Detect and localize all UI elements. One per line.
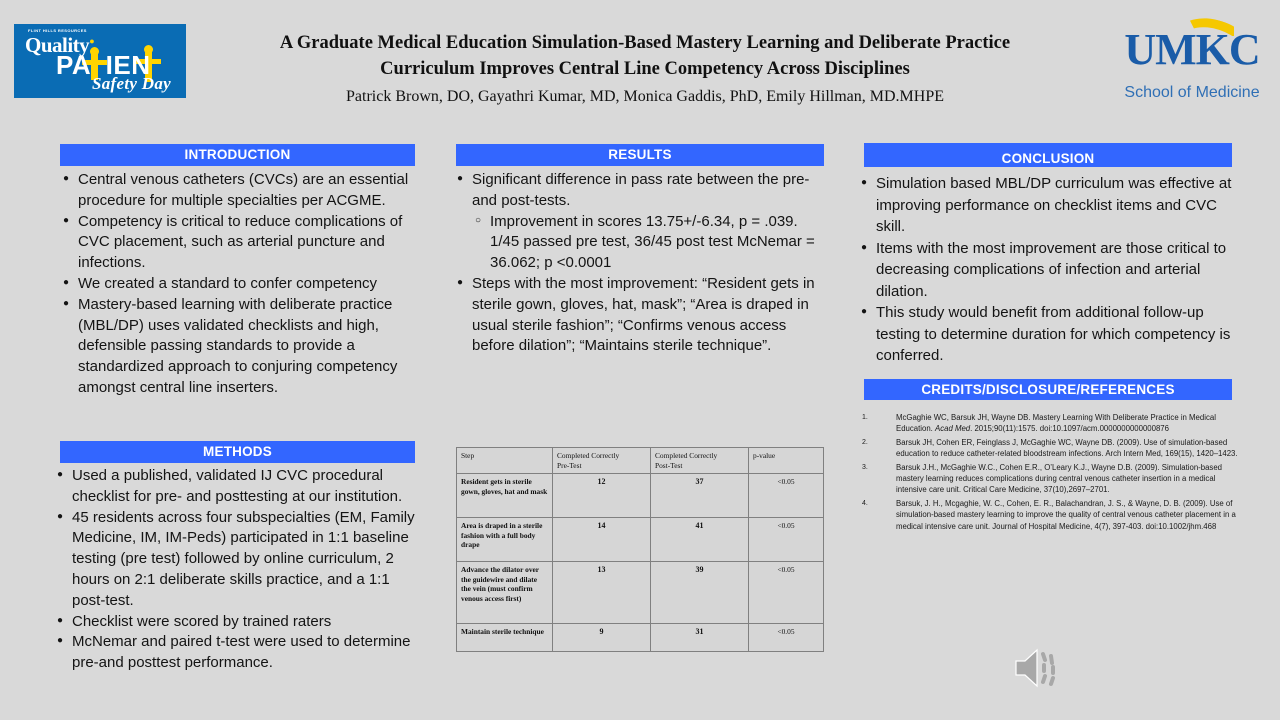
list-item: ● Significant difference in pass rate between the pre- and post-tests.	[456, 170, 824, 212]
list-item	[862, 462, 1246, 496]
section-header-introduction	[60, 144, 415, 166]
poster-title-line-1: A Graduate Medical Education Simulation-Based Mastery Learning and Deliberate Practice	[279, 33, 1011, 53]
list-item: ● Mastery-based learning with deliberate practice (MBL/DP) uses validated checklists and high, defensible passing standards to provide a standardized approach to conjuring competency amongst central line inserters.	[62, 295, 424, 399]
cell-pre: 14	[553, 518, 651, 562]
column-header-step: Step	[457, 448, 553, 474]
results-table	[456, 447, 824, 652]
cell-pvalue: <0.05	[749, 624, 824, 652]
table-row	[457, 562, 824, 624]
conclusion-title: CONCLUSION	[1001, 151, 1095, 166]
column-header-pre-test: Completed Correctly Pre-Test	[553, 448, 651, 474]
cell-step: Maintain sterile technique	[457, 624, 553, 652]
quality-patient-safety-day-logo	[14, 24, 186, 98]
list-item: ● Central venous catheters (CVCs) are an essential procedure for multiple specialties per ACGME.	[62, 170, 424, 212]
conclusion-body	[860, 173, 1248, 367]
introduction-title: INTRODUCTION	[184, 147, 291, 162]
conclusion-bullet-list	[860, 173, 1248, 367]
introduction-bullet-list	[62, 170, 424, 399]
reference-text: McGaghie WC, Barsuk JH, Wayne DB. Mastery Learning With Deliberate Practice in Medical Education. Acad Med. 2015;90(11):1575. doi:10.1097/acm.0000000000000876	[896, 413, 1216, 434]
methods-body	[56, 466, 426, 674]
section-header-credits	[864, 379, 1232, 400]
methods-bullet-list	[56, 466, 426, 674]
logo-tiny-text: FLINT HILLS RESOURCES	[28, 28, 87, 33]
list-item: ● McNemar and paired t-test were used to determine pre-and posttest performance.	[56, 632, 426, 674]
list-item: ● We created a standard to confer competency	[62, 274, 424, 295]
cell-pvalue: <0.05	[749, 474, 824, 518]
reference-number: 3.	[862, 463, 868, 471]
table-row	[457, 518, 824, 562]
column-header-post-test: Completed Correctly Post-Test	[651, 448, 749, 474]
results-body	[456, 170, 824, 357]
section-header-results	[456, 144, 824, 166]
section-header-methods	[60, 441, 415, 463]
reference-number: 4.	[862, 499, 868, 507]
list-item: ● 45 residents across four subspecialties (EM, Family Medicine, IM, IM-Peds) participated in 1:1 baseline testing (pre test) followed by online curriculum, 2 hours on 2:1 deliberate skills practice, and a 1:1 post-test.	[56, 508, 426, 612]
methods-title: METHODS	[203, 444, 272, 459]
logo-quality-text: Quality●	[25, 33, 95, 57]
cell-post: 39	[651, 562, 749, 624]
cell-post: 41	[651, 518, 749, 562]
cell-pre: 13	[553, 562, 651, 624]
results-title: RESULTS	[608, 147, 672, 162]
reference-text: Barsuk JH, Cohen ER, Feinglass J, McGaghie WC, Wayne DB. (2009). Use of simulation-based education to reduce catheter-related bloodstream infections. Arch Intern Med, 169(15), 1420–1423.	[896, 437, 1238, 459]
cell-post: 37	[651, 474, 749, 518]
poster-authors: Patrick Brown, DO, Gayathri Kumar, MD, Monica Gaddis, PhD, Emily Hillman, MD.MHPE	[346, 88, 944, 105]
umkc-wordmark: UMKC	[1124, 25, 1260, 74]
umkc-subtitle: School of Medicine	[1124, 84, 1260, 101]
introduction-body	[62, 170, 424, 399]
umkc-school-of-medicine-logo	[1108, 14, 1276, 106]
results-table-wrapper	[456, 447, 824, 652]
results-bullet-list	[456, 170, 824, 212]
references-list	[862, 412, 1246, 534]
list-item: ○ Improvement in scores 13.75+/-6.34, p = .039. 1/45 passed pre test, 36/45 post test McNemar = 36.062; p <0.0001	[474, 212, 824, 274]
cell-post: 31	[651, 624, 749, 652]
list-item: ● This study would benefit from additional follow-up testing to determine duration for which competency is conferred.	[860, 302, 1248, 367]
cell-pvalue: <0.05	[749, 518, 824, 562]
reference-text: Barsuk, J. H., Mcgaghie, W. C., Cohen, E. R., Balachandran, J. S., & Wayne, D. B. (2009). Use of simulation-based mastery learning to improve the quality of central venous catheter placement in a medical intensive care unit. Journal of Hospital Medicine, 4(7), 397-403. doi:10.1002/jhm.468	[896, 498, 1236, 531]
reference-number: 2.	[862, 438, 868, 446]
list-item: ● Used a published, validated IJ CVC procedural checklist for pre- and posttesting at our institution.	[56, 466, 426, 508]
cell-step: Advance the dilator over the guidewire and dilate the vein (must confirm venous access first)	[457, 562, 553, 624]
logo-safety-day-text: Safety Day	[92, 74, 172, 93]
list-item: ● Items with the most improvement are those critical to decreasing complications of infection and arterial dilation.	[860, 238, 1248, 303]
list-item	[862, 437, 1246, 460]
cell-step: Area is draped in a sterile fashion with a full body drape	[457, 518, 553, 562]
audio-speaker-icon[interactable]	[1012, 645, 1070, 691]
table-header-row	[457, 448, 824, 474]
table-body	[457, 474, 824, 652]
credits-title: CREDITS/DISCLOSURE/REFERENCES	[921, 382, 1175, 397]
poster-title-block	[200, 30, 1090, 106]
table-row	[457, 624, 824, 652]
column-header-p-value: p-value	[749, 448, 824, 474]
results-sub-bullet-list	[474, 212, 824, 274]
reference-number: 1.	[862, 414, 868, 421]
table-row	[457, 474, 824, 518]
cell-pvalue: <0.05	[749, 562, 824, 624]
list-item: ● Steps with the most improvement: “Resident gets in sterile gown, gloves, hat, mask”; “Area is draped in usual sterile fashion”; “Confirms venous access before dilation”; “Maintains sterile technique”.	[456, 274, 824, 357]
logo-patient-text: PA IEN	[56, 50, 151, 80]
list-item	[862, 498, 1246, 532]
reference-text: Barsuk J.H., McGaghie W.C., Cohen E.R., O’Leary K.J., Wayne D.B. (2009). Simulation-based mastery learning reduces complications during central venous catheter insertion in a medical intensive care unit. Critical Care Medicine, 37(10),2697–2701.	[896, 462, 1223, 495]
cell-step: Resident gets in sterile gown, gloves, hat and mask	[457, 474, 553, 518]
list-item	[862, 412, 1246, 435]
list-item: ● Simulation based MBL/DP curriculum was effective at improving performance on checklist items and CVC skill.	[860, 173, 1248, 238]
section-header-conclusion	[864, 143, 1232, 167]
list-item: ● Competency is critical to reduce complications of CVC placement, such as arterial puncture and infections.	[62, 212, 424, 274]
poster-title-line-2: Curriculum Improves Central Line Competency Across Disciplines	[380, 59, 910, 79]
results-bullet-list-2	[456, 274, 824, 357]
list-item: ● Checklist were scored by trained raters	[56, 612, 426, 633]
cell-pre: 12	[553, 474, 651, 518]
cell-pre: 9	[553, 624, 651, 652]
